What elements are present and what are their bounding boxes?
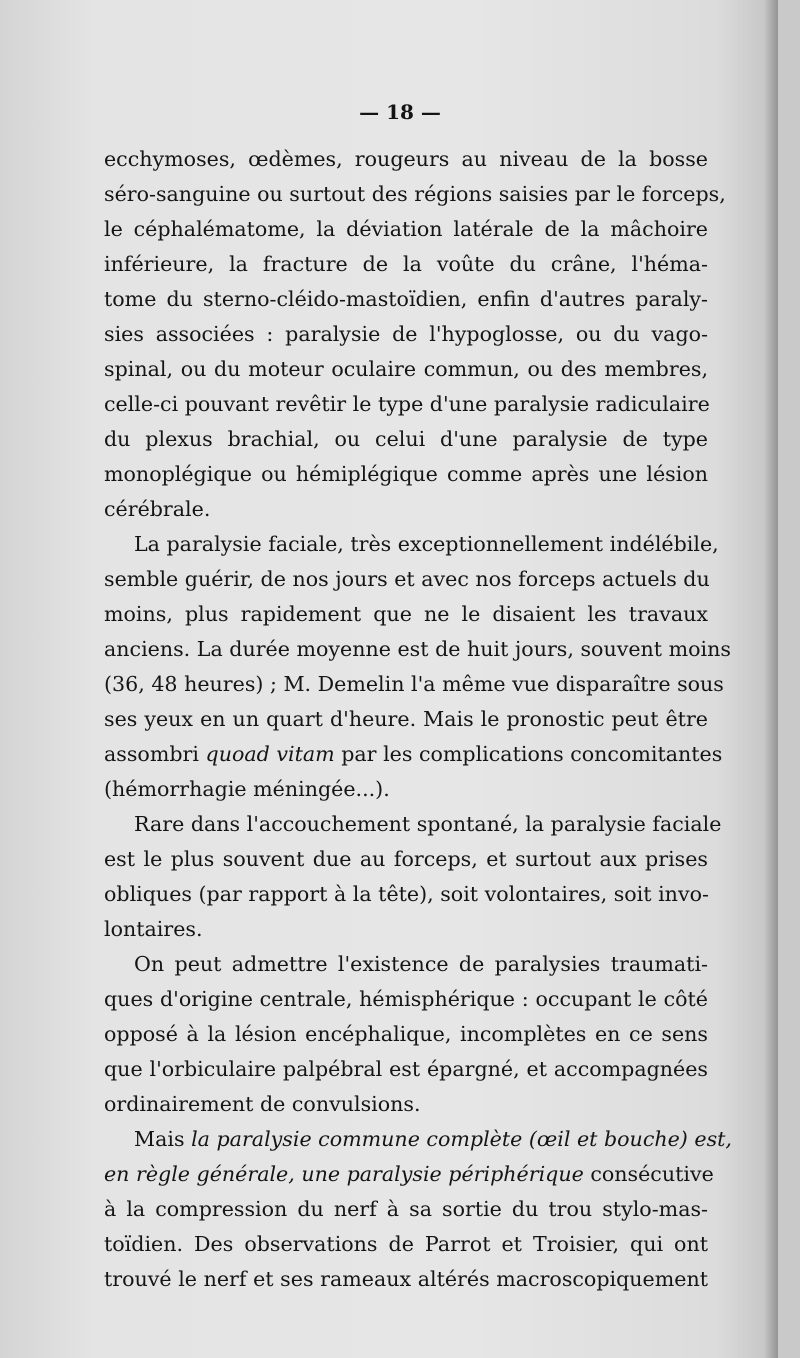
text-line: anciens. La durée moyenne est de huit jours, souvent moins (104, 637, 731, 661)
italic-phrase: en règle générale, une paralysie périphérique (104, 1162, 584, 1186)
text-segment: par les complications concomitantes (334, 742, 723, 766)
text-line: à la compression du nerf à sa sortie du trou stylo-mas- (104, 1197, 708, 1221)
text-line: est le plus souvent due au forceps, et surtout aux prises (104, 847, 708, 871)
text-line: moins, plus rapidement que ne le disaient les travaux (104, 602, 708, 626)
page-number: — 18 — (359, 100, 441, 124)
text-line: La paralysie faciale, très exceptionnellement indélébile, (134, 532, 719, 556)
text-line: sies associées : paralysie de l'hypoglosse, ou du vago- (104, 322, 708, 346)
paragraph (104, 947, 708, 1122)
text-line: toïdien. Des observations de Parrot et Troisier, qui ont (104, 1232, 708, 1256)
text-line: On peut admettre l'existence de paralysies traumati- (134, 952, 708, 976)
text-line: semble guérir, de nos jours et avec nos forceps actuels du (104, 567, 710, 591)
text-line: ordinairement de convulsions. (104, 1092, 421, 1116)
text-segment: consécutive (583, 1162, 714, 1186)
text-line: inférieure, la fracture de la voûte du crâne, l'héma- (104, 252, 708, 276)
text-line: Rare dans l'accouchement spontané, la paralysie faciale (134, 812, 722, 836)
text-line: cérébrale. (104, 497, 211, 521)
text-line: opposé à la lésion encéphalique, incomplètes en ce sens (104, 1022, 708, 1046)
text-line: obliques (par rapport à la tête), soit volontaires, soit invo- (104, 882, 709, 906)
italic-phrase: quoad vitam (205, 742, 335, 766)
text-line: tome du sterno-cléido-mastoïdien, enfin d'autres paraly- (104, 287, 708, 311)
paragraph (104, 1122, 732, 1297)
paragraph (104, 142, 726, 527)
text-line: le céphalématome, la déviation latérale de la mâchoire (104, 217, 708, 241)
text-line: monoplégique ou hémiplégique comme après une lésion (104, 462, 708, 486)
text-line: trouvé le nerf et ses rameaux altérés macroscopiquement (104, 1267, 708, 1291)
text-line (104, 737, 723, 772)
text-line: lontaires. (104, 917, 203, 941)
text-line (104, 1157, 714, 1192)
italic-phrase: la paralysie commune complète (œil et bouche) est, (191, 1127, 732, 1151)
text-line: ecchymoses, œdèmes, rougeurs au niveau de la bosse (104, 147, 708, 171)
text-line: spinal, ou du moteur oculaire commun, ou des membres, (104, 357, 708, 381)
text-segment: Mais (134, 1127, 192, 1151)
paragraph (104, 807, 722, 947)
text-line: ses yeux en un quart d'heure. Mais le pronostic peut être (104, 707, 708, 731)
paragraph (104, 527, 731, 807)
text-line: ques d'origine centrale, hémisphérique : occupant le côté (104, 987, 708, 1011)
body-text (104, 142, 732, 1297)
text-line: séro-sanguine ou surtout des régions saisies par le forceps, (104, 182, 726, 206)
text-line (104, 1122, 732, 1157)
text-segment: assombri (104, 742, 206, 766)
text-line: du plexus brachial, ou celui d'une paralysie de type (104, 427, 708, 451)
text-line: (hémorrhagie méningée...). (104, 777, 390, 801)
text-line: (36, 48 heures) ; M. Demelin l'a même vue disparaître sous (104, 672, 724, 696)
text-line: que l'orbiculaire palpébral est épargné, et accompagnées (104, 1057, 708, 1081)
text-line: celle-ci pouvant revêtir le type d'une paralysie radiculaire (104, 392, 710, 416)
